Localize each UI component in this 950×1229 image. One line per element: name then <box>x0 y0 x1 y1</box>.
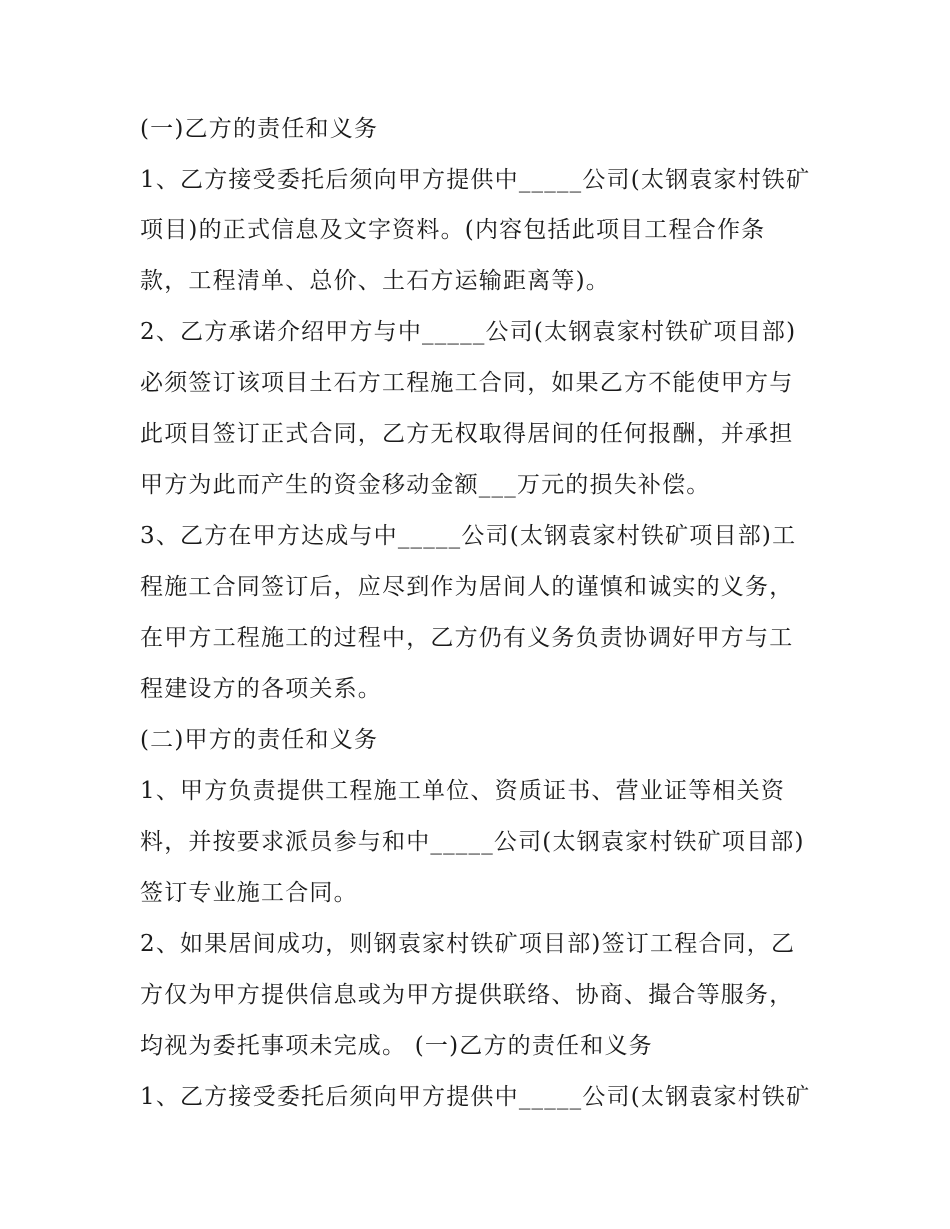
paragraph-line: 程施工合同签订后，应尽到作为居间人的谨慎和诚实的义务， <box>140 574 794 600</box>
paragraph-line: 此项目签订正式合同，乙方无权取得居间的任何报酬，并承担 <box>140 421 794 447</box>
paragraph-line: 甲方为此而产生的资金移动金额___万元的损失补偿。 <box>140 472 711 498</box>
section-heading-party-b: (一)乙方的责任和义务 <box>140 116 379 142</box>
paragraph-line: 料，并按要求派员参与和中_____公司(太钢袁家村铁矿项目部) <box>140 829 805 855</box>
paragraph-line: 必须签订该项目土石方工程施工合同，如果乙方不能使甲方与 <box>140 370 794 396</box>
paragraph-line: 3、乙方在甲方达成与中_____公司(太钢袁家村铁矿项目部)工 <box>140 523 797 549</box>
paragraph-line: 在甲方工程施工的过程中，乙方仍有义务负责协调好甲方与工 <box>140 625 794 651</box>
section-heading-party-a: (二)甲方的责任和义务 <box>140 727 379 753</box>
paragraph-line: 程建设方的各项关系。 <box>140 676 382 702</box>
paragraph-line: 款，工程清单、总价、土石方运输距离等)。 <box>140 268 610 294</box>
paragraph-line: 项目)的正式信息及文字资料。(内容包括此项目工程合作条 <box>140 217 766 243</box>
paragraph-line: 均视为委托事项未完成。 (一)乙方的责任和义务 <box>140 1033 653 1059</box>
paragraph-line: 1、乙方接受委托后须向甲方提供中_____公司(太钢袁家村铁矿 <box>140 167 811 193</box>
paragraph-line: 方仅为甲方提供信息或为甲方提供联络、协商、撮合等服务， <box>140 982 794 1008</box>
paragraph-line: 签订专业施工合同。 <box>140 880 358 906</box>
paragraph-line: 1、甲方负责提供工程施工单位、资质证书、营业证等相关资 <box>140 778 786 804</box>
paragraph-line: 2、如果居间成功，则钢袁家村铁矿项目部)签订工程合同，乙 <box>140 931 796 957</box>
paragraph-line: 2、乙方承诺介绍甲方与中_____公司(太钢袁家村铁矿项目部) <box>140 319 797 345</box>
paragraph-line: 1、乙方接受委托后须向甲方提供中_____公司(太钢袁家村铁矿 <box>140 1084 811 1110</box>
